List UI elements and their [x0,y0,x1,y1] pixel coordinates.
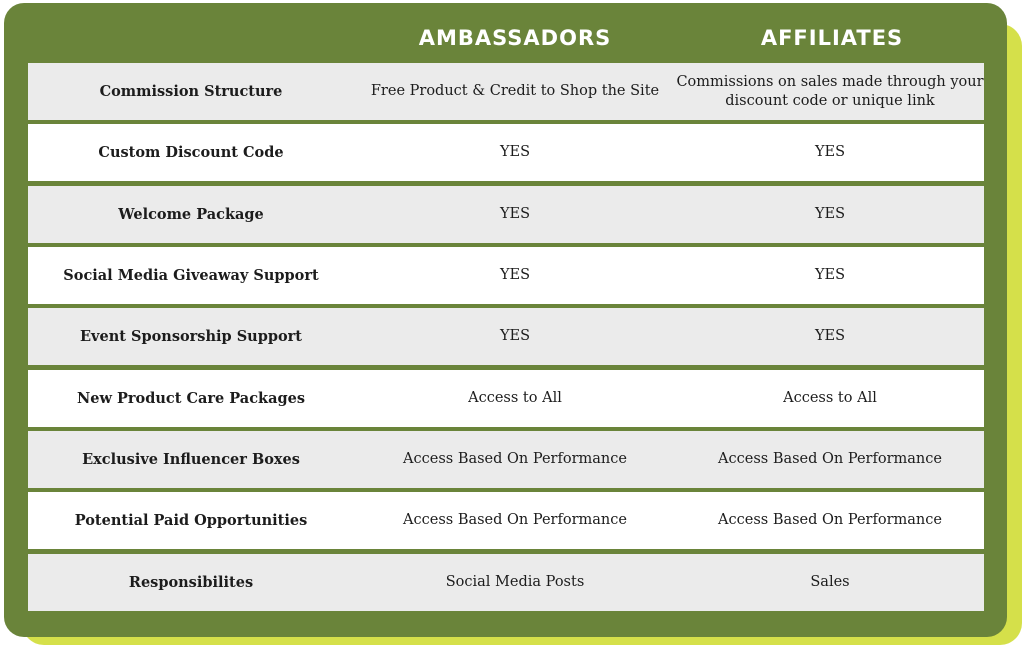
ambassadors-value: Access Based On Performance [403,451,627,467]
ambassadors-value: Access Based On Performance [403,512,627,528]
affiliates-value: Commissions on sales made through your discount code or unique link [676,73,984,109]
row-label: Exclusive Influencer Boxes [82,451,300,468]
ambassadors-value: YES [499,144,531,160]
ambassadors-value: YES [499,206,531,222]
column-header-affiliates: AFFILIATES [760,26,904,50]
table-row [28,308,984,365]
row-label: Custom Discount Code [98,144,284,161]
row-label: Social Media Giveaway Support [63,267,319,284]
ambassadors-value: Free Product & Credit to Shop the Site [370,83,660,99]
table-row [28,124,984,181]
affiliates-value: YES [814,144,846,160]
affiliates-value: Access Based On Performance [718,512,942,528]
affiliates-value: YES [814,206,846,222]
affiliates-value: YES [814,328,846,344]
table-row [28,554,984,611]
affiliates-value: Access to All [783,390,877,406]
table-row [28,370,984,427]
ambassadors-value: Access to All [468,390,562,406]
row-label: Welcome Package [118,206,264,223]
row-label: New Product Care Packages [76,390,306,407]
row-label: Potential Paid Opportunities [74,512,308,529]
affiliates-value: Access Based On Performance [718,451,942,467]
table-row [28,186,984,243]
row-label: Commission Structure [99,83,283,100]
row-label: Event Sponsorship Support [80,328,302,345]
affiliates-value: YES [814,267,846,283]
table-row [28,247,984,304]
ambassadors-value: YES [499,267,531,283]
affiliates-value: Sales [810,574,850,590]
table-row [28,63,984,120]
table-row [28,492,984,549]
ambassadors-value: Social Media Posts [445,574,585,590]
ambassadors-value: YES [499,328,531,344]
row-label: Responsibilites [128,574,254,591]
table-row [28,431,984,488]
column-header-ambassadors: AMBASSADORS [418,26,612,50]
